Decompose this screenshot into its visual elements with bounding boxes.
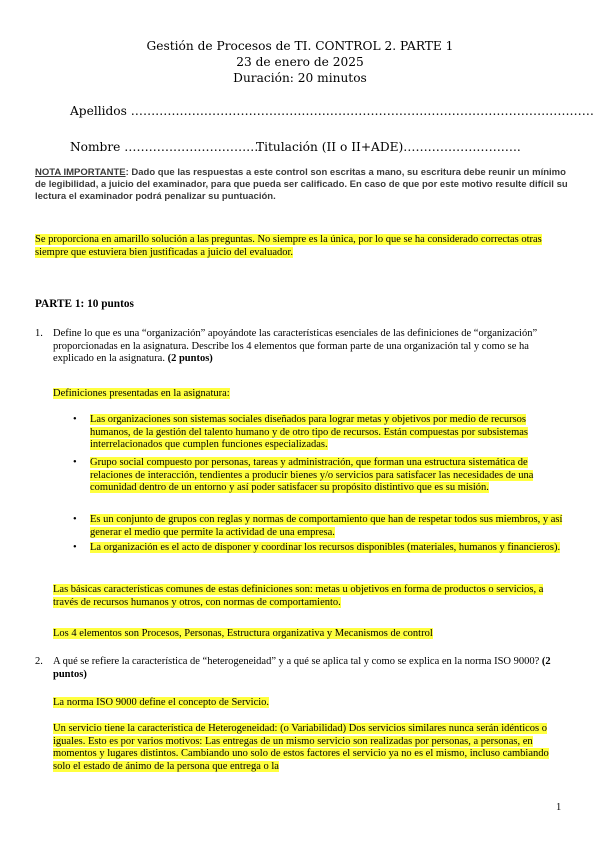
answer-1-intro: [53, 388, 230, 401]
question-2-number: 2.: [35, 656, 43, 667]
question-1: [53, 328, 568, 366]
intro-paragraph: [35, 234, 570, 259]
answer-1-common-text: Las básicas características comunes de estas definiciones son: metas u objetivos en forma de productos o servicios, a través de recursos humanos y otros, con normas de comportamiento.: [53, 584, 544, 608]
list-item: [90, 542, 568, 555]
bullet-icon: •: [73, 457, 77, 468]
bullet-4-text: La organización es el acto de disponer y coordinar los recursos disponibles (materiales, humanos y financieros).: [90, 542, 561, 553]
note-text: : Dado que las respuestas a este control son escritas a mano, su escritura debe reunir un mínimo de legibilidad, a juicio del examinador, para que pueda ser calificado. En caso de que por este motivo resulte difícil su lectura el examinador podrá penalizar su puntuación.: [35, 167, 568, 203]
bullet-icon: •: [73, 514, 77, 525]
titulacion-field: Titulación (II o II+ADE)………………………..: [256, 140, 521, 154]
question-2-text: A qué se refiere la característica de “heterogeneidad” y a qué se aplica tal y como se explica en la norma ISO 9000?: [53, 656, 542, 667]
question-2: [53, 656, 568, 681]
answer-2-iso-text: La norma ISO 9000 define el concepto de Servicio.: [53, 697, 270, 708]
answer-2-paragraph: [53, 697, 568, 710]
bullet-icon: •: [73, 542, 77, 553]
important-note: [35, 167, 570, 204]
question-1-points: (2 puntos): [167, 353, 213, 365]
exam-duration: Duración: 20 minutos: [233, 71, 367, 85]
nombre-field: Nombre ……………………………: [70, 140, 259, 154]
answer-1-intro-text: Definiciones presentadas en la asignatura:: [53, 388, 230, 399]
page-number: 1: [556, 802, 562, 813]
section-title: PARTE 1: 10 puntos: [35, 298, 134, 310]
apellidos-field: Apellidos ……………………………………………………………………………………………………: [70, 104, 594, 118]
intro-text: Se proporciona en amarillo solución a las preguntas. No siempre es la única, por lo que se ha considerado correctas otras siempre que estuviera bien justificadas a juicio del evaluador.: [35, 234, 542, 258]
list-item: [90, 514, 568, 539]
list-item: [90, 414, 568, 452]
note-label: NOTA IMPORTANTE: [35, 167, 126, 178]
bullet-icon: •: [73, 414, 77, 425]
bullet-1-text: Las organizaciones son sistemas sociales diseñados para lograr metas y objetivos por medio de recursos humanos, de la gestión del talento humano y de otro tipo de recursos. Están compuestas por subsistemas interrelacionados que cumplen funciones especializadas.: [90, 414, 528, 451]
answer-2-heterogeneity-text: Un servicio tiene la característica de Heterogeneidad: (o Variabilidad) Dos servicios similares nunca serán idénticos o iguales. Esto es por varios motivos: Las entregas de un mismo servicio son realizadas por personas, a personas, en momentos y lugares distintos. Cambiando uno solo de estos factores el servicio ya no es el mismo, incluso cambiando solo el estado de ánimo de la persona que entrega o la: [53, 723, 549, 772]
question-1-text: Define lo que es una “organización” apoyándote las características esenciales de las definiciones de “organización” proporcionadas en la asignatura. Describe los 4 elementos que forman parte de una organización tal y como se ha explicado en la asignatura.: [53, 328, 538, 365]
answer-1-paragraph: [53, 584, 568, 609]
question-1-number: 1.: [35, 328, 43, 339]
question-2-points: (2 puntos): [53, 656, 551, 680]
list-item: [90, 457, 568, 495]
exam-date: 23 de enero de 2025: [236, 55, 364, 69]
answer-2-heterogeneity: [53, 723, 568, 773]
exam-title: Gestión de Procesos de TI. CONTROL 2. PARTE 1: [146, 39, 454, 53]
answer-1-elements-text: Los 4 elementos son Procesos, Personas, Estructura organizativa y Mecanismos de control: [53, 628, 433, 639]
answer-1-elements: [53, 628, 568, 641]
bullet-3-text: Es un conjunto de grupos con reglas y normas de comportamiento que han de respetar todos sus miembros, y así generar el medio que permite la actividad de una empresa.: [90, 514, 563, 538]
bullet-2-text: Grupo social compuesto por personas, tareas y administración, que forman una estructura sistemática de relaciones de interacción, tendientes a producir bienes y/o servicios para satisfacer las necesidades de una comunidad dentro de un entorno y así poder satisfacer su propósito distintivo que es su misión.: [90, 457, 534, 494]
